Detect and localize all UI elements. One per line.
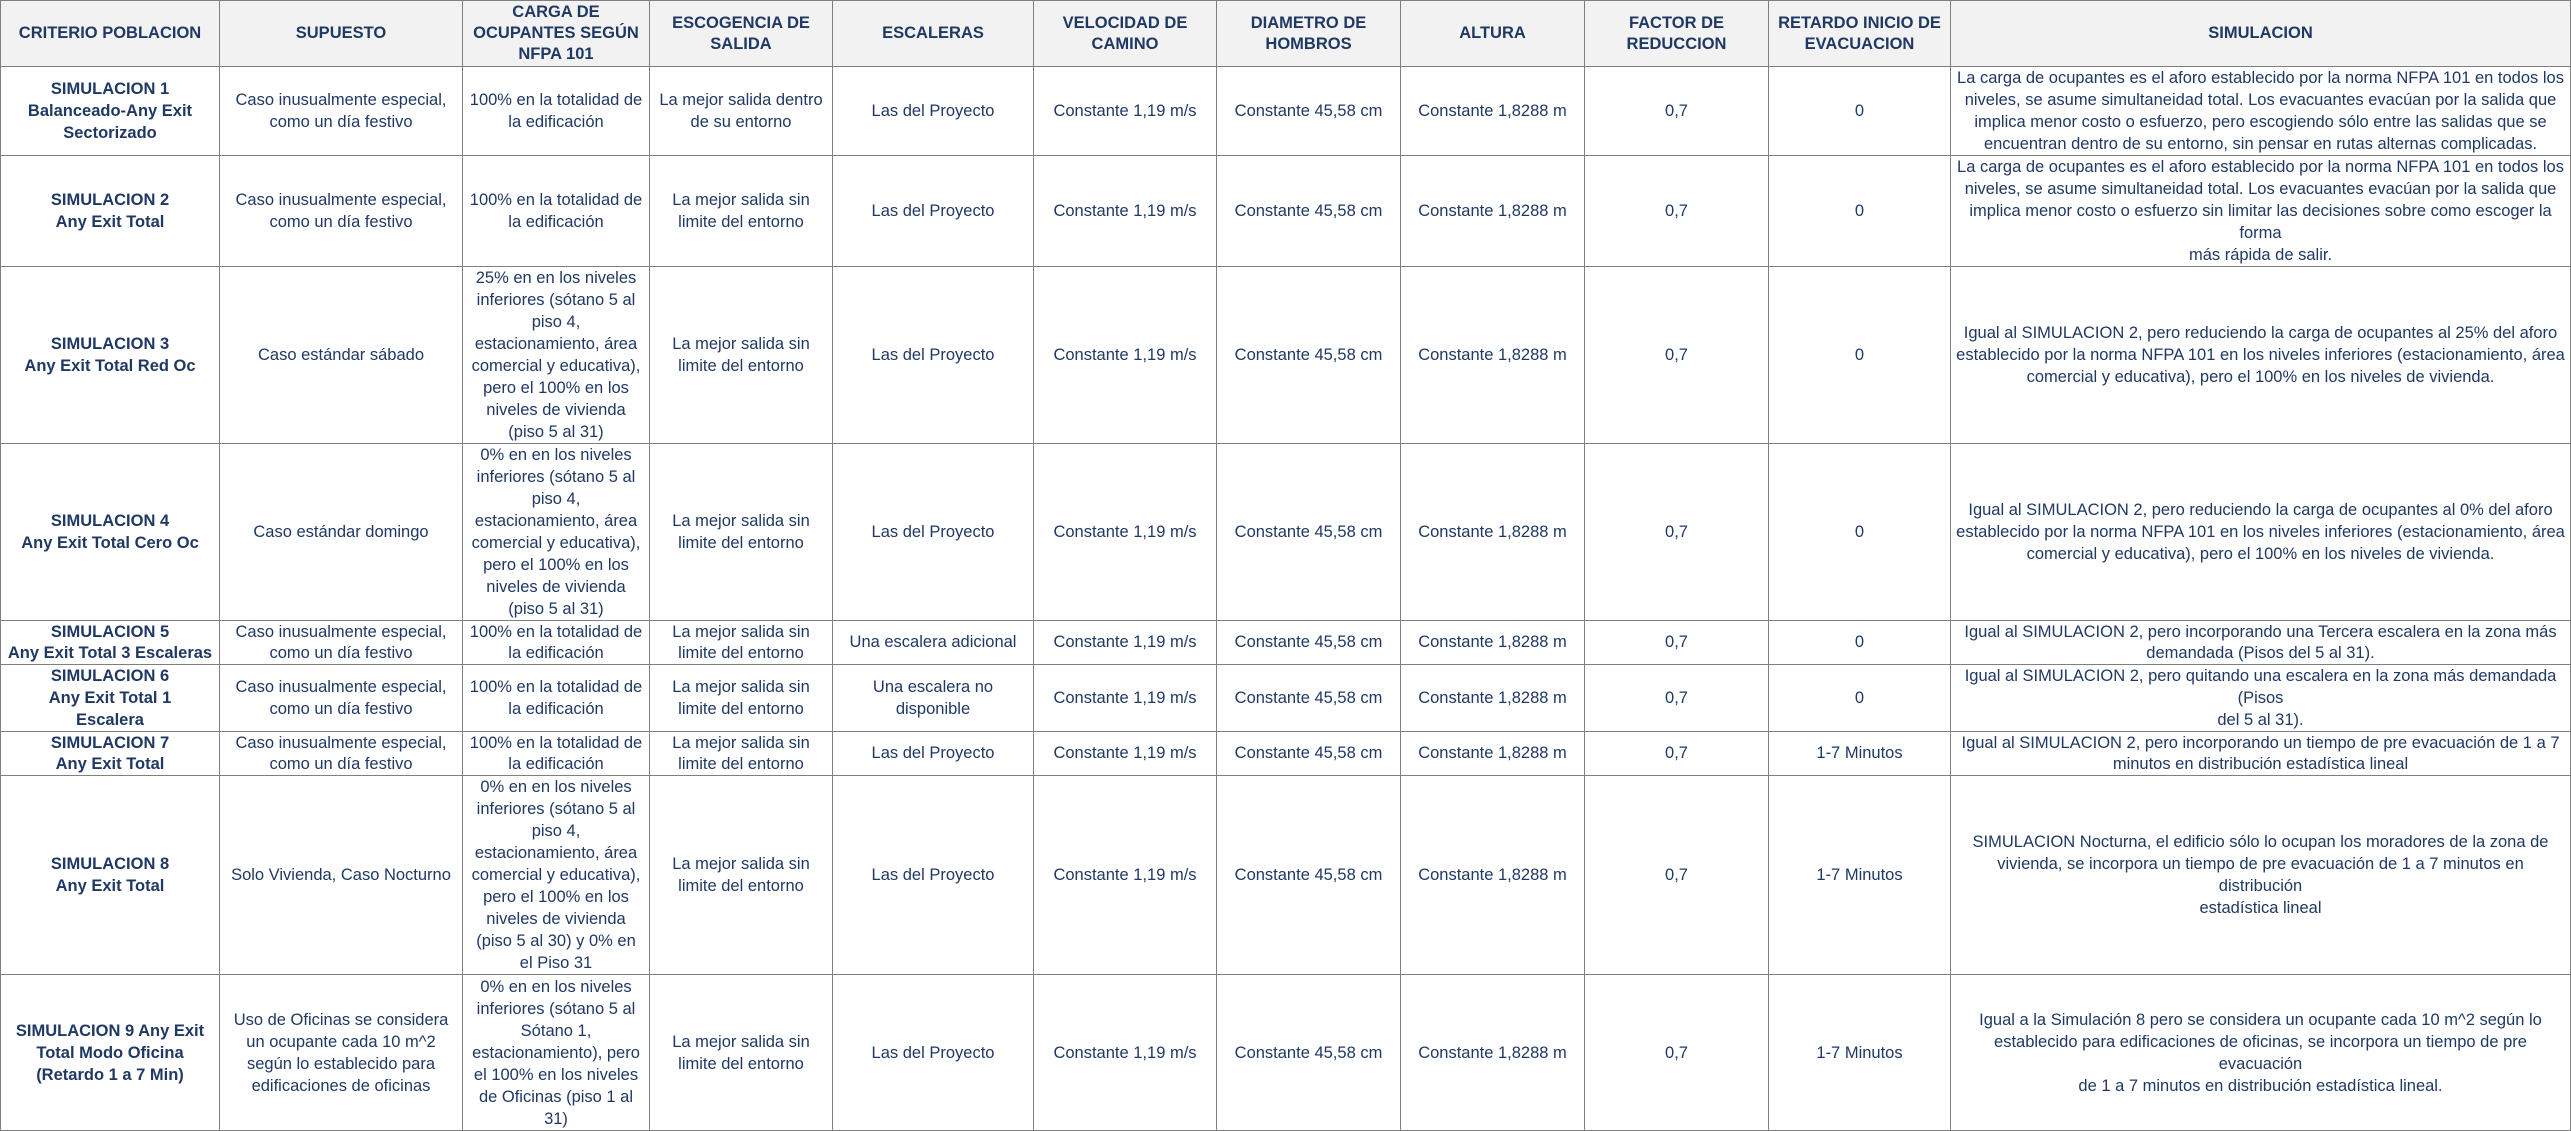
- cell-escogencia: La mejor salida sin limite del entorno: [650, 975, 833, 1131]
- cell-escogencia: La mejor salida sin limite del entorno: [650, 621, 833, 665]
- cell-altura: Constante 1,8288 m: [1401, 665, 1585, 732]
- table-row: [1, 621, 2571, 665]
- cell-retardo: 1-7 Minutos: [1769, 776, 1951, 975]
- cell-factor: 0,7: [1585, 67, 1769, 156]
- cell-carga: 0% en en los niveles inferiores (sótano 5 al Sótano 1, estacionamiento), pero el 100% en los niveles de Oficinas (piso 1 al 31): [463, 975, 650, 1131]
- table-row: [1, 732, 2571, 776]
- cell-escogencia: La mejor salida sin limite del entorno: [650, 267, 833, 444]
- cell-diametro: Constante 45,58 cm: [1217, 621, 1401, 665]
- cell-factor: 0,7: [1585, 267, 1769, 444]
- cell-supuesto: Caso inusualmente especial, como un día festivo: [220, 665, 463, 732]
- cell-velocidad: Constante 1,19 m/s: [1034, 267, 1217, 444]
- header-altura: ALTURA: [1401, 1, 1585, 67]
- cell-criterio: SIMULACION 7 Any Exit Total: [1, 732, 220, 776]
- cell-carga: 25% en en los niveles inferiores (sótano 5 al piso 4, estacionamiento, área comercial y educativa), pero el 100% en los niveles de vivienda (piso 5 al 31): [463, 267, 650, 444]
- cell-simulacion: Igual al SIMULACION 2, pero quitando una escalera en la zona más demandada (Pisos del 5 al 31).: [1951, 665, 2571, 732]
- cell-factor: 0,7: [1585, 975, 1769, 1131]
- cell-velocidad: Constante 1,19 m/s: [1034, 156, 1217, 267]
- cell-diametro: Constante 45,58 cm: [1217, 267, 1401, 444]
- cell-factor: 0,7: [1585, 776, 1769, 975]
- table-row: [1, 444, 2571, 621]
- header-row: [1, 1, 2571, 67]
- cell-escogencia: La mejor salida sin limite del entorno: [650, 776, 833, 975]
- cell-retardo: 0: [1769, 67, 1951, 156]
- cell-retardo: 0: [1769, 156, 1951, 267]
- cell-simulacion: Igual al SIMULACION 2, pero incorporando un tiempo de pre evacuación de 1 a 7 minutos en distribución estadística lineal: [1951, 732, 2571, 776]
- cell-factor: 0,7: [1585, 156, 1769, 267]
- cell-carga: 0% en en los niveles inferiores (sótano 5 al piso 4, estacionamiento, área comercial y educativa), pero el 100% en los niveles de vivienda (piso 5 al 30) y 0% en el Piso 31: [463, 776, 650, 975]
- cell-criterio: SIMULACION 5 Any Exit Total 3 Escaleras: [1, 621, 220, 665]
- header-retardo: RETARDO INICIO DE EVACUACION: [1769, 1, 1951, 67]
- cell-retardo: 0: [1769, 444, 1951, 621]
- cell-supuesto: Caso inusualmente especial, como un día festivo: [220, 732, 463, 776]
- cell-factor: 0,7: [1585, 665, 1769, 732]
- cell-altura: Constante 1,8288 m: [1401, 621, 1585, 665]
- cell-diametro: Constante 45,58 cm: [1217, 665, 1401, 732]
- cell-escaleras: Las del Proyecto: [833, 732, 1034, 776]
- cell-escogencia: La mejor salida dentro de su entorno: [650, 67, 833, 156]
- cell-criterio: SIMULACION 6 Any Exit Total 1 Escalera: [1, 665, 220, 732]
- cell-velocidad: Constante 1,19 m/s: [1034, 665, 1217, 732]
- cell-escaleras: Las del Proyecto: [833, 156, 1034, 267]
- cell-escaleras: Las del Proyecto: [833, 444, 1034, 621]
- cell-supuesto: Caso estándar sábado: [220, 267, 463, 444]
- cell-carga: 100% en la totalidad de la edificación: [463, 732, 650, 776]
- cell-supuesto: Uso de Oficinas se considera un ocupante cada 10 m^2 según lo establecido para edificaciones de oficinas: [220, 975, 463, 1131]
- table-row: [1, 665, 2571, 732]
- cell-velocidad: Constante 1,19 m/s: [1034, 975, 1217, 1131]
- cell-simulacion: SIMULACION Nocturna, el edificio sólo lo ocupan los moradores de la zona de vivienda, se incorpora un tiempo de pre evacuación de 1 a 7 minutos en distribución estadística lineal: [1951, 776, 2571, 975]
- header-escaleras: ESCALERAS: [833, 1, 1034, 67]
- cell-diametro: Constante 45,58 cm: [1217, 67, 1401, 156]
- cell-supuesto: Caso estándar domingo: [220, 444, 463, 621]
- cell-criterio: SIMULACION 1 Balanceado-Any Exit Sectorizado: [1, 67, 220, 156]
- cell-velocidad: Constante 1,19 m/s: [1034, 444, 1217, 621]
- cell-velocidad: Constante 1,19 m/s: [1034, 776, 1217, 975]
- cell-carga: 100% en la totalidad de la edificación: [463, 67, 650, 156]
- cell-retardo: 0: [1769, 267, 1951, 444]
- cell-diametro: Constante 45,58 cm: [1217, 444, 1401, 621]
- header-velocidad: VELOCIDAD DE CAMINO: [1034, 1, 1217, 67]
- table-row: [1, 67, 2571, 156]
- cell-factor: 0,7: [1585, 732, 1769, 776]
- cell-diametro: Constante 45,58 cm: [1217, 156, 1401, 267]
- cell-escaleras: Las del Proyecto: [833, 975, 1034, 1131]
- cell-escogencia: La mejor salida sin limite del entorno: [650, 156, 833, 267]
- header-carga: CARGA DE OCUPANTES SEGÚN NFPA 101: [463, 1, 650, 67]
- cell-simulacion: Igual al SIMULACION 2, pero reduciendo la carga de ocupantes al 0% del aforo establecido por la norma NFPA 101 en los niveles inferiores (estacionamiento, área comercial y educativa), pero el 100% en los niveles de vivienda.: [1951, 444, 2571, 621]
- cell-escogencia: La mejor salida sin limite del entorno: [650, 665, 833, 732]
- cell-criterio: SIMULACION 3 Any Exit Total Red Oc: [1, 267, 220, 444]
- cell-altura: Constante 1,8288 m: [1401, 776, 1585, 975]
- cell-simulacion: Igual al SIMULACION 2, pero incorporando una Tercera escalera en la zona más demandada (Pisos del 5 al 31).: [1951, 621, 2571, 665]
- cell-altura: Constante 1,8288 m: [1401, 67, 1585, 156]
- table-row: [1, 156, 2571, 267]
- cell-altura: Constante 1,8288 m: [1401, 156, 1585, 267]
- cell-escogencia: La mejor salida sin limite del entorno: [650, 444, 833, 621]
- cell-retardo: 1-7 Minutos: [1769, 732, 1951, 776]
- cell-escaleras: Una escalera no disponible: [833, 665, 1034, 732]
- cell-retardo: 0: [1769, 665, 1951, 732]
- cell-retardo: 1-7 Minutos: [1769, 975, 1951, 1131]
- cell-supuesto: Caso inusualmente especial, como un día festivo: [220, 621, 463, 665]
- cell-simulacion: La carga de ocupantes es el aforo establecido por la norma NFPA 101 en todos los niveles, se asume simultaneidad total. Los evacuantes evacúan por la salida que implica menor costo o esfuerzo, pero escogiendo sólo entre las salidas que se encuentran dentro de su entorno, sin pensar en rutas alternas complicadas.: [1951, 67, 2571, 156]
- cell-criterio: SIMULACION 8 Any Exit Total: [1, 776, 220, 975]
- cell-escaleras: Las del Proyecto: [833, 267, 1034, 444]
- cell-simulacion: Igual a la Simulación 8 pero se considera un ocupante cada 10 m^2 según lo establecido para edificaciones de oficinas, se incorpora un tiempo de pre evacuación de 1 a 7 minutos en distribución estadística lineal.: [1951, 975, 2571, 1131]
- cell-carga: 100% en la totalidad de la edificación: [463, 156, 650, 267]
- header-diametro: DIAMETRO DE HOMBROS: [1217, 1, 1401, 67]
- table-row: [1, 267, 2571, 444]
- header-factor: FACTOR DE REDUCCION: [1585, 1, 1769, 67]
- cell-escaleras: Las del Proyecto: [833, 67, 1034, 156]
- cell-diametro: Constante 45,58 cm: [1217, 975, 1401, 1131]
- cell-velocidad: Constante 1,19 m/s: [1034, 732, 1217, 776]
- table-row: [1, 975, 2571, 1131]
- cell-carga: 100% en la totalidad de la edificación: [463, 621, 650, 665]
- cell-altura: Constante 1,8288 m: [1401, 444, 1585, 621]
- cell-factor: 0,7: [1585, 444, 1769, 621]
- header-escogencia: ESCOGENCIA DE SALIDA: [650, 1, 833, 67]
- cell-diametro: Constante 45,58 cm: [1217, 732, 1401, 776]
- table-row: [1, 776, 2571, 975]
- cell-velocidad: Constante 1,19 m/s: [1034, 67, 1217, 156]
- cell-supuesto: Solo Vivienda, Caso Nocturno: [220, 776, 463, 975]
- cell-simulacion: Igual al SIMULACION 2, pero reduciendo la carga de ocupantes al 25% del aforo establecido por la norma NFPA 101 en los niveles inferiores (estacionamiento, área comercial y educativa), pero el 100% en los niveles de vivienda.: [1951, 267, 2571, 444]
- cell-supuesto: Caso inusualmente especial, como un día festivo: [220, 156, 463, 267]
- cell-carga: 100% en la totalidad de la edificación: [463, 665, 650, 732]
- cell-retardo: 0: [1769, 621, 1951, 665]
- cell-escaleras: Una escalera adicional: [833, 621, 1034, 665]
- cell-supuesto: Caso inusualmente especial, como un día festivo: [220, 67, 463, 156]
- cell-escogencia: La mejor salida sin limite del entorno: [650, 732, 833, 776]
- header-simulacion: SIMULACION: [1951, 1, 2571, 67]
- cell-altura: Constante 1,8288 m: [1401, 267, 1585, 444]
- cell-altura: Constante 1,8288 m: [1401, 732, 1585, 776]
- cell-simulacion: La carga de ocupantes es el aforo establecido por la norma NFPA 101 en todos los niveles, se asume simultaneidad total. Los evacuantes evacúan por la salida que implica menor costo o esfuerzo sin limitar las decisiones sobre como escoger la forma más rápida de salir.: [1951, 156, 2571, 267]
- cell-factor: 0,7: [1585, 621, 1769, 665]
- cell-carga: 0% en en los niveles inferiores (sótano 5 al piso 4, estacionamiento, área comercial y educativa), pero el 100% en los niveles de vivienda (piso 5 al 31): [463, 444, 650, 621]
- header-supuesto: SUPUESTO: [220, 1, 463, 67]
- cell-diametro: Constante 45,58 cm: [1217, 776, 1401, 975]
- header-criterio: CRITERIO POBLACION: [1, 1, 220, 67]
- cell-criterio: SIMULACION 2 Any Exit Total: [1, 156, 220, 267]
- cell-velocidad: Constante 1,19 m/s: [1034, 621, 1217, 665]
- cell-escaleras: Las del Proyecto: [833, 776, 1034, 975]
- cell-altura: Constante 1,8288 m: [1401, 975, 1585, 1131]
- cell-criterio: SIMULACION 4 Any Exit Total Cero Oc: [1, 444, 220, 621]
- cell-criterio: SIMULACION 9 Any Exit Total Modo Oficina (Retardo 1 a 7 Min): [1, 975, 220, 1131]
